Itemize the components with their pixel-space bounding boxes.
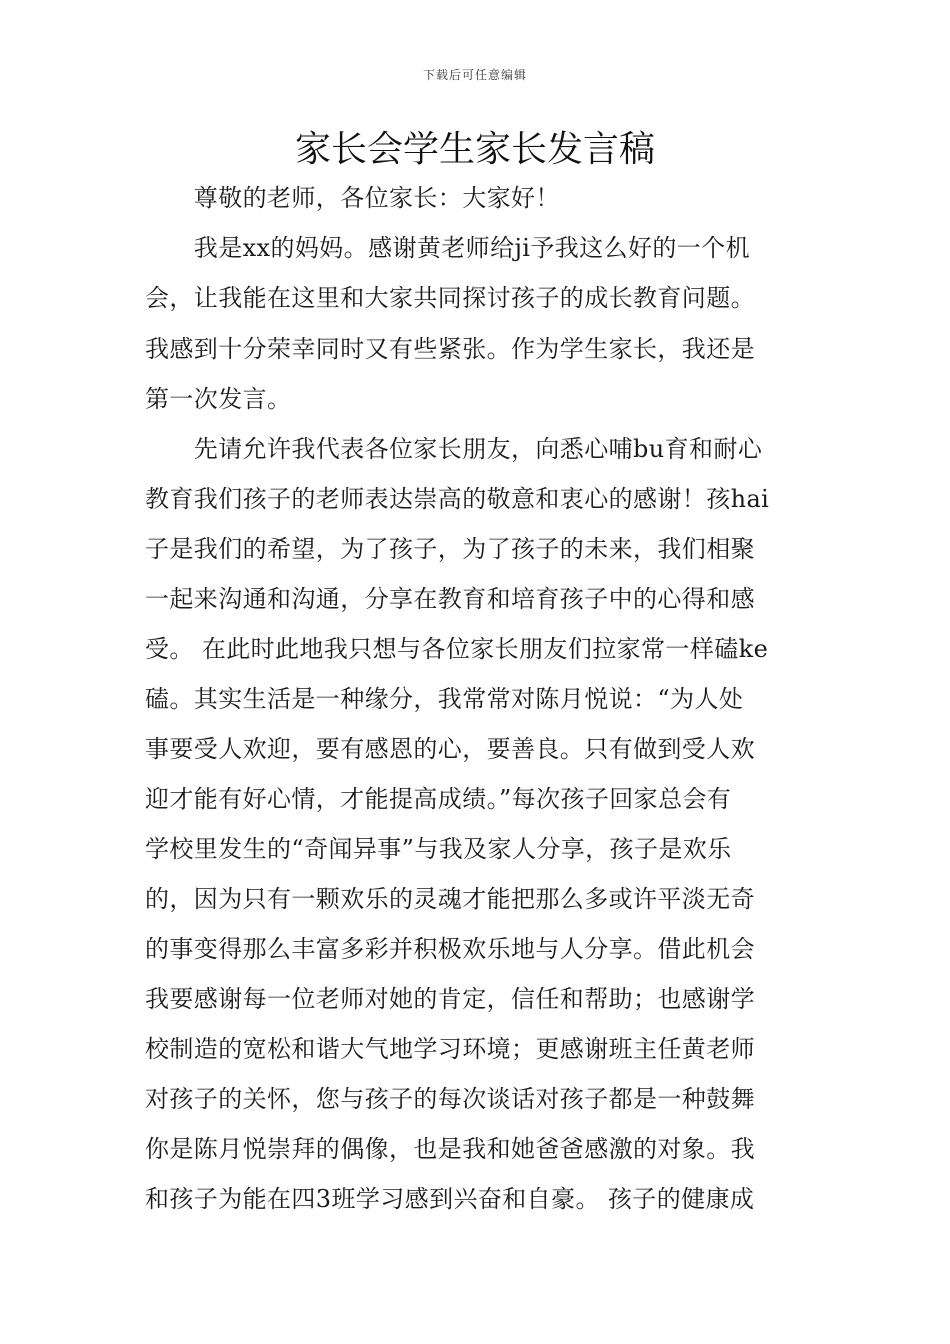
- body-line: 子是我们的希望，为了孩子，为了孩子的未来，我们相聚: [145, 535, 755, 563]
- body-line: 我感到十分荣幸同时又有些紧张。作为学生家长，我还是: [145, 335, 755, 363]
- body-line: 我是xx的妈妈。感谢黄老师给ji予我这么好的一个机: [145, 234, 750, 262]
- body-line: 迎才能有好心情，才能提高成绩。”每次孩子回家总会有: [145, 785, 732, 813]
- body-line: 第一次发言。: [145, 385, 292, 413]
- body-line: 你是陈月悦崇拜的偶像，也是我和她爸爸感激的对象。我: [145, 1135, 755, 1163]
- body-line: 的，因为只有一颗欢乐的灵魂才能把那么多或许平淡无奇: [145, 885, 755, 913]
- body-line: 和孩子为能在四3班学习感到兴奋和自豪。 孩子的健康成: [145, 1185, 755, 1213]
- body-line: 的事变得那么丰富多彩并积极欢乐地与人分享。借此机会: [145, 935, 755, 963]
- document-title: 家长会学生家长发言稿: [294, 129, 655, 170]
- body-line: 校制造的宽松和谐大气地学习环境；更感谢班主任黄老师: [145, 1035, 755, 1063]
- body-line: 事要受人欢迎，要有感恩的心，要善良。只有做到受人欢: [145, 735, 755, 763]
- body-line: 受。 在此时此地我只想与各位家长朋友们拉家常一样磕ke: [145, 635, 769, 663]
- body-line: 尊敬的老师，各位家长：大家好！: [145, 184, 560, 212]
- body-line: 一起来沟通和沟通，分享在教育和培育孩子中的心得和感: [145, 585, 755, 613]
- body-line: 教育我们孩子的老师表达崇高的敬意和衷心的感谢！孩hai: [145, 485, 770, 513]
- body-line: 磕。其实生活是一种缘分，我常常对陈月悦说：“为人处: [145, 685, 744, 713]
- body-line: 学校里发生的“奇闻异事”与我及家人分享，孩子是欢乐: [145, 835, 732, 863]
- body-line: 对孩子的关怀，您与孩子的每次谈话对孩子都是一种鼓舞: [145, 1085, 755, 1113]
- body-line: 先请允许我代表各位家长朋友，向悉心哺bu育和耐心: [145, 435, 763, 463]
- body-line: 会，让我能在这里和大家共同探讨孩子的成长教育问题。: [145, 284, 755, 312]
- header-note: 下载后可任意编辑: [422, 68, 527, 82]
- body-line: 我要感谢每一位老师对她的肯定，信任和帮助；也感谢学: [145, 985, 755, 1013]
